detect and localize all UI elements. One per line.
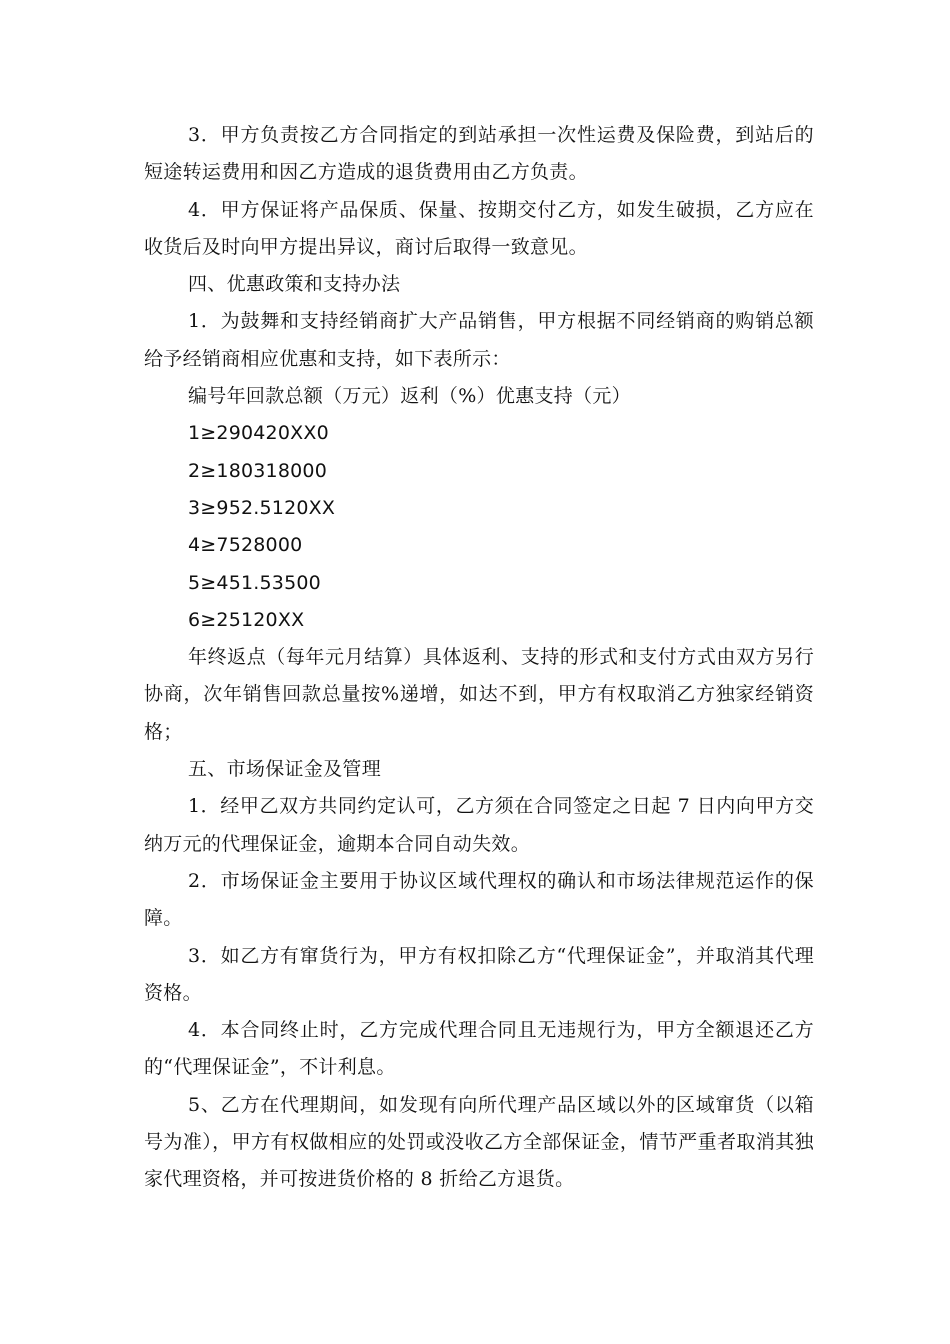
table-row: 1≥290420XX0 <box>188 422 329 445</box>
table-row: 3≥952.5120XX <box>188 496 336 519</box>
paragraph-year-end-rebate: 年终返点（每年元月结算）具体返利、支持的形式和支付方式由双方另行协商，次年销售回款总量按%递增，如达不到，甲方有权取消乙方独家经销资格； <box>144 646 814 743</box>
table-row: 6≥25120XX <box>188 608 305 631</box>
paragraph-deposit-purpose: 2．市场保证金主要用于协议区域代理权的确认和市场法律规范运作的保障。 <box>144 869 814 930</box>
table-row: 4≥7528000 <box>188 534 303 557</box>
table-row: 5≥451.53500 <box>188 571 321 594</box>
paragraph-deposit-payment: 1．经甲乙双方共同约定认可，乙方须在合同签定之日起 7 日内向甲方交纳万元的代理保证金，逾期本合同自动失效。 <box>144 795 814 855</box>
paragraph-transport-cost: 3．甲方负责按乙方合同指定的到站承担一次性运费及保险费，到站后的短途转运费用和因乙方造成的退货费用由乙方负责。 <box>144 124 814 184</box>
paragraph-support-intro: 1．为鼓舞和支持经销商扩大产品销售，甲方根据不同经销商的购销总额给予经销商相应优惠和支持，如下表所示： <box>144 310 814 370</box>
paragraph-cross-selling: 3．如乙方有窜货行为，甲方有权扣除乙方“代理保证金”，并取消其代理资格。 <box>144 944 814 1004</box>
paragraph-penalty: 5、乙方在代理期间，如发现有向所代理产品区域以外的区域窜货（以箱号为准），甲方有权做相应的处罚或没收乙方全部保证金，情节严重者取消其独家代理资格，并可按进货价格的 8 折给乙方退货。 <box>144 1093 814 1191</box>
section-heading-market-deposit: 五、市场保证金及管理 <box>188 758 382 781</box>
table-header: 编号年回款总额（万元）返利（%）优惠支持（元） <box>188 385 631 408</box>
paragraph-quality-guarantee: 4．甲方保证将产品保质、保量、按期交付乙方，如发生破损，乙方应在收货后及时向甲方提出异议，商讨后取得一致意见。 <box>144 198 814 258</box>
document-body <box>144 117 814 1199</box>
table-row: 2≥180318000 <box>188 459 328 482</box>
paragraph-deposit-refund: 4．本合同终止时，乙方完成代理合同且无违规行为，甲方全额退还乙方的“代理保证金”，不计利息。 <box>144 1019 814 1079</box>
section-heading-preferential-policy: 四、优惠政策和支持办法 <box>188 273 401 296</box>
